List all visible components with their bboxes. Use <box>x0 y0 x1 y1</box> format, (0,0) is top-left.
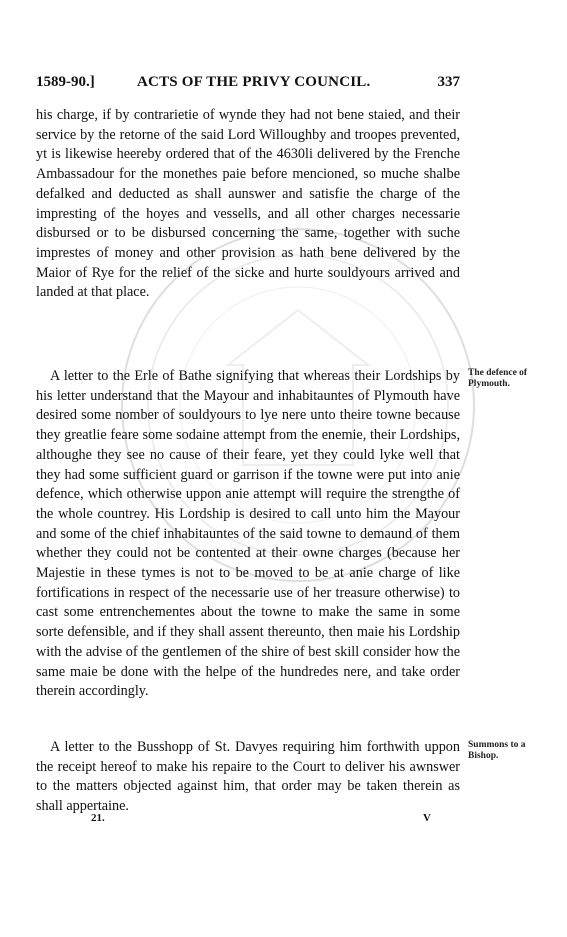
margin-note-bishop: Summons to a Bishop. <box>468 740 526 761</box>
header-date: 1589-90.] <box>36 74 95 90</box>
margin-note-plymouth: The defence of Plymouth. <box>468 368 528 389</box>
paragraph-bishop-letter: A letter to the Busshopp of St. Davyes requiring him forthwith uppon the receipt hereof to make his repaire to the Court to deliver his awnswer to the matters objected against him, that order may be taken therein as shall appertaine. <box>36 739 460 815</box>
signature-mark-left: 21. <box>91 812 105 824</box>
page-number: 337 <box>437 74 460 90</box>
running-header <box>36 74 460 94</box>
signature-mark-right: V <box>423 812 431 824</box>
paragraph-continuation: his charge, if by contrarietie of wynde they had not bene staied, and their service by the retorne of the said Lord Willoughby and troopes prevented, yt is likewise heereby ordered that of the 4630li delivered by the Frenche Ambassadour for the monethes paie before mencioned, so muche shalbe defalked and deducted as shall aunswer and satisfie the charge of the impresting of the hoyes and vessells, and all other charges necessarie disbursed or to be disbursed concerning the same, together with suche imprestes of money and other provision as hath bene delivered by the Maior of Rye for the relief of the sicke and hurte souldyours arrived and landed at that place. <box>36 107 460 301</box>
header-title: ACTS OF THE PRIVY COUNCIL. <box>137 74 371 90</box>
paragraph-plymouth-letter: A letter to the Erle of Bathe signifying that whereas their Lordships by his letter understand that the Mayour and inhabitauntes of Plymouth have desired some nomber of souldyours to lye nere unto theire towne because they greatlie feare some sodaine attempt from the enemie, their Lordships, althoughe they see no cause of their feare, yet they could lyke well that they had some sufficient guard or garrison if the towne were put into anie defence, which otherwise uppon anie attempt will require the strengthe of the whole countrey. His Lordship is desired to call unto him the Mayour and some of the chief inhabitauntes of the said towne to demaund of them whether they could not be contented at their owne charges (because her Majestie in these tymes is not to be moved to be at anie charge of like fortifications in respect of the necessarie use of her treasure otherwise) to cast some entrenchementes about the towne to make the same in some sorte defensible, and if they shall assent thereunto, then maie his Lordship with the advise of the gentlemen of the shire of best skill consider how the same maie be done with the helpe of the hundredes nere, and take order therein accordingly. <box>36 368 460 700</box>
